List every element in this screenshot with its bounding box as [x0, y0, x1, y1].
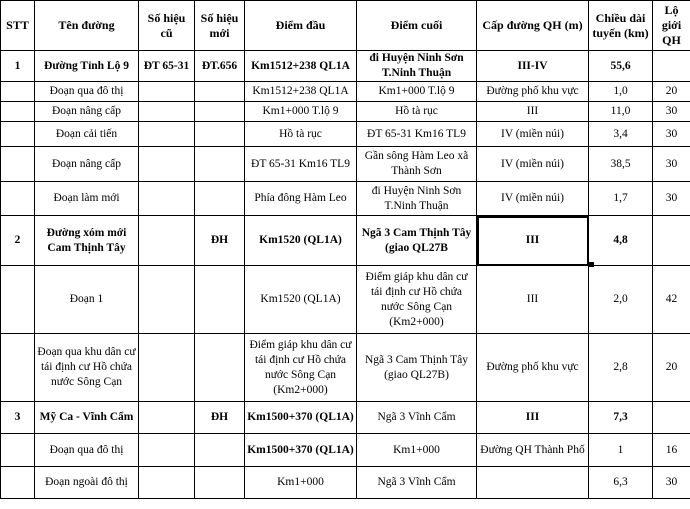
cell-diem-dau[interactable]: Điểm giáp khu dân cư tái định cư Hồ chứa nước Sông Cạn (Km2+000) — [245, 334, 357, 402]
cell-ten[interactable]: Đoạn qua đô thị — [35, 434, 139, 467]
table-row — [1, 182, 690, 216]
cell-so-hieu-cu[interactable] — [139, 122, 195, 147]
cell-chieu-dai[interactable]: 1,0 — [589, 82, 653, 102]
cell-diem-dau[interactable]: Km1+000 T.lộ 9 — [245, 102, 357, 122]
cell-diem-cuoi[interactable]: Ngã 3 Cam Thịnh Tây (giao QL27B — [357, 216, 477, 266]
cell-diem-cuoi[interactable]: Ngã 3 Vĩnh Cẩm — [357, 467, 477, 499]
table-row — [1, 82, 690, 102]
cell-stt[interactable] — [1, 266, 35, 334]
table-row — [1, 216, 690, 266]
cell-stt[interactable]: 2 — [1, 216, 35, 266]
header-row — [1, 1, 690, 51]
cell-chieu-dai[interactable]: 2,8 — [589, 334, 653, 402]
cell-so-hieu-moi[interactable]: ĐH — [195, 402, 245, 434]
cell-chieu-dai[interactable]: 1 — [589, 434, 653, 467]
cell-so-hieu-moi[interactable]: ĐT.656 — [195, 51, 245, 82]
cell-diem-cuoi[interactable]: Gần sông Hàm Leo xã Thành Sơn — [357, 147, 477, 182]
cell-cap-duong[interactable]: IV (miền núi) — [477, 182, 589, 216]
cell-stt[interactable] — [1, 434, 35, 467]
cell-stt[interactable]: 3 — [1, 402, 35, 434]
header-ten-duong[interactable]: Tên đường — [35, 1, 139, 51]
cell-stt[interactable] — [1, 467, 35, 499]
cell-ten[interactable]: Mỹ Ca - Vĩnh Cẩm — [35, 402, 139, 434]
cell-diem-cuoi[interactable]: Hồ tà rục — [357, 102, 477, 122]
cell-so-hieu-moi[interactable] — [195, 147, 245, 182]
cell-lo-gioi[interactable] — [653, 51, 690, 82]
cell-ten[interactable]: Đoạn làm mới — [35, 182, 139, 216]
cell-lo-gioi[interactable]: 30 — [653, 102, 690, 122]
cell-chieu-dai[interactable]: 2,0 — [589, 266, 653, 334]
cell-cap-duong[interactable]: Đường QH Thành Phố — [477, 434, 589, 467]
header-lo-gioi[interactable]: Lộ giới QH — [653, 1, 690, 51]
table-row — [1, 102, 690, 122]
cell-so-hieu-cu[interactable] — [139, 266, 195, 334]
cell-lo-gioi[interactable]: 16 — [653, 434, 690, 467]
cell-chieu-dai[interactable]: 1,7 — [589, 182, 653, 216]
cell-cap-duong[interactable]: III-IV — [477, 51, 589, 82]
cell-diem-cuoi[interactable]: đi Huyện Ninh Sơn T.Ninh Thuận — [357, 51, 477, 82]
cell-so-hieu-moi[interactable]: ĐH — [195, 216, 245, 266]
table-row — [1, 122, 690, 147]
cell-so-hieu-moi[interactable] — [195, 102, 245, 122]
cell-stt[interactable] — [1, 122, 35, 147]
cell-diem-dau[interactable]: Phía đông Hàm Leo — [245, 182, 357, 216]
cell-diem-dau[interactable]: Km1500+370 (QL1A) — [245, 434, 357, 467]
cell-diem-cuoi[interactable]: Ngã 3 Vĩnh Cẩm — [357, 402, 477, 434]
cell-diem-cuoi[interactable]: Điểm giáp khu dân cư tái định cư Hồ chứa nước Sông Cạn (Km2+000) — [357, 266, 477, 334]
table-row — [1, 434, 690, 467]
cell-diem-cuoi[interactable]: Ngã 3 Cam Thịnh Tây (giao QL27B) — [357, 334, 477, 402]
cell-diem-dau[interactable]: Km1500+370 (QL1A) — [245, 402, 357, 434]
cell-chieu-dai[interactable]: 6,3 — [589, 467, 653, 499]
cell-cap-duong[interactable] — [477, 467, 589, 499]
cell-stt[interactable] — [1, 102, 35, 122]
cell-cap-duong-selected[interactable]: III — [477, 216, 589, 266]
table-row — [1, 467, 690, 499]
cell-chieu-dai[interactable]: 38,5 — [589, 147, 653, 182]
cell-diem-cuoi[interactable]: đi Huyện Ninh Sơn T.Ninh Thuận — [357, 182, 477, 216]
cell-cap-duong[interactable]: III — [477, 266, 589, 334]
fill-handle[interactable] — [589, 262, 594, 267]
cell-so-hieu-cu[interactable]: ĐT 65-31 — [139, 51, 195, 82]
cell-lo-gioi[interactable]: 42 — [653, 266, 690, 334]
cell-lo-gioi[interactable]: 30 — [653, 467, 690, 499]
table-row — [1, 266, 690, 334]
cell-stt[interactable]: 1 — [1, 51, 35, 82]
cell-diem-cuoi[interactable]: Km1+000 T.lộ 9 — [357, 82, 477, 102]
cell-lo-gioi[interactable]: 20 — [653, 334, 690, 402]
cell-diem-dau[interactable]: ĐT 65-31 Km16 TL9 — [245, 147, 357, 182]
cell-diem-cuoi[interactable]: ĐT 65-31 Km16 TL9 — [357, 122, 477, 147]
cell-diem-cuoi[interactable]: Km1+000 — [357, 434, 477, 467]
header-stt[interactable]: STT — [1, 1, 35, 51]
cell-diem-dau[interactable]: Km1512+238 QL1A — [245, 82, 357, 102]
cell-so-hieu-cu[interactable] — [139, 402, 195, 434]
cell-diem-dau[interactable]: Km1520 (QL1A) — [245, 266, 357, 334]
header-chieu-dai[interactable]: Chiều dài tuyến (km) — [589, 1, 653, 51]
cell-lo-gioi[interactable] — [653, 216, 690, 266]
cell-ten[interactable]: Đường Tỉnh Lộ 9 — [35, 51, 139, 82]
cell-so-hieu-cu[interactable] — [139, 334, 195, 402]
cell-ten[interactable]: Đoạn cải tiến — [35, 122, 139, 147]
cell-chieu-dai[interactable]: 4,8 — [589, 216, 653, 266]
cell-so-hieu-cu[interactable] — [139, 102, 195, 122]
cell-so-hieu-cu[interactable] — [139, 182, 195, 216]
cell-cap-duong[interactable]: IV (miền núi) — [477, 122, 589, 147]
cell-ten[interactable]: Đoạn ngoài đô thị — [35, 467, 139, 499]
cell-ten[interactable]: Đường xóm mới Cam Thịnh Tây — [35, 216, 139, 266]
cell-diem-dau[interactable]: Hồ tà rục — [245, 122, 357, 147]
cell-diem-dau[interactable]: Km1+000 — [245, 467, 357, 499]
cell-ten[interactable]: Đoạn qua khu dân cư tái định cư Hồ chứa nước Sông Cạn — [35, 334, 139, 402]
cell-ten[interactable]: Đoạn nâng cấp — [35, 102, 139, 122]
header-so-hieu-cu[interactable]: Số hiệu cũ — [139, 1, 195, 51]
table-row — [1, 402, 690, 434]
cell-so-hieu-cu[interactable] — [139, 82, 195, 102]
cell-cap-duong[interactable]: Đường phố khu vực — [477, 82, 589, 102]
cell-stt[interactable] — [1, 334, 35, 402]
cell-cap-duong[interactable]: IV (miền núi) — [477, 147, 589, 182]
header-cap-duong[interactable]: Cấp đường QH (m) — [477, 1, 589, 51]
cell-chieu-dai[interactable]: 55,6 — [589, 51, 653, 82]
cell-so-hieu-moi[interactable] — [195, 82, 245, 102]
cell-lo-gioi[interactable]: 30 — [653, 147, 690, 182]
cell-cap-duong[interactable]: III — [477, 102, 589, 122]
cell-stt[interactable] — [1, 82, 35, 102]
cell-so-hieu-moi[interactable] — [195, 334, 245, 402]
cell-ten[interactable]: Đoạn 1 — [35, 266, 139, 334]
cell-so-hieu-cu[interactable] — [139, 467, 195, 499]
table-row — [1, 334, 690, 402]
cell-lo-gioi[interactable]: 20 — [653, 82, 690, 102]
header-diem-cuoi[interactable]: Điểm cuối — [357, 1, 477, 51]
cell-stt[interactable] — [1, 147, 35, 182]
cell-lo-gioi[interactable]: 30 — [653, 182, 690, 216]
table-row — [1, 147, 690, 182]
cell-chieu-dai[interactable]: 7,3 — [589, 402, 653, 434]
cell-cap-duong[interactable]: Đường phố khu vực — [477, 334, 589, 402]
cell-so-hieu-moi[interactable] — [195, 434, 245, 467]
header-so-hieu-moi[interactable]: Số hiệu mới — [195, 1, 245, 51]
cell-so-hieu-moi[interactable] — [195, 182, 245, 216]
cell-diem-dau[interactable]: Km1520 (QL1A) — [245, 216, 357, 266]
cell-chieu-dai[interactable]: 11,0 — [589, 102, 653, 122]
cell-so-hieu-cu[interactable] — [139, 147, 195, 182]
header-diem-dau[interactable]: Điểm đầu — [245, 1, 357, 51]
cell-so-hieu-cu[interactable] — [139, 216, 195, 266]
cell-stt[interactable] — [1, 182, 35, 216]
cell-diem-dau[interactable]: Km1512+238 QL1A — [245, 51, 357, 82]
cell-so-hieu-moi[interactable] — [195, 122, 245, 147]
table-row — [1, 51, 690, 82]
cell-so-hieu-moi[interactable] — [195, 266, 245, 334]
cell-ten[interactable]: Đoạn nâng cấp — [35, 147, 139, 182]
cell-cap-duong[interactable]: III — [477, 402, 589, 434]
cell-ten[interactable]: Đoạn qua đô thị — [35, 82, 139, 102]
cell-lo-gioi[interactable] — [653, 402, 690, 434]
cell-chieu-dai[interactable]: 3,4 — [589, 122, 653, 147]
cell-so-hieu-moi[interactable] — [195, 467, 245, 499]
cell-so-hieu-cu[interactable] — [139, 434, 195, 467]
cell-lo-gioi[interactable]: 30 — [653, 122, 690, 147]
